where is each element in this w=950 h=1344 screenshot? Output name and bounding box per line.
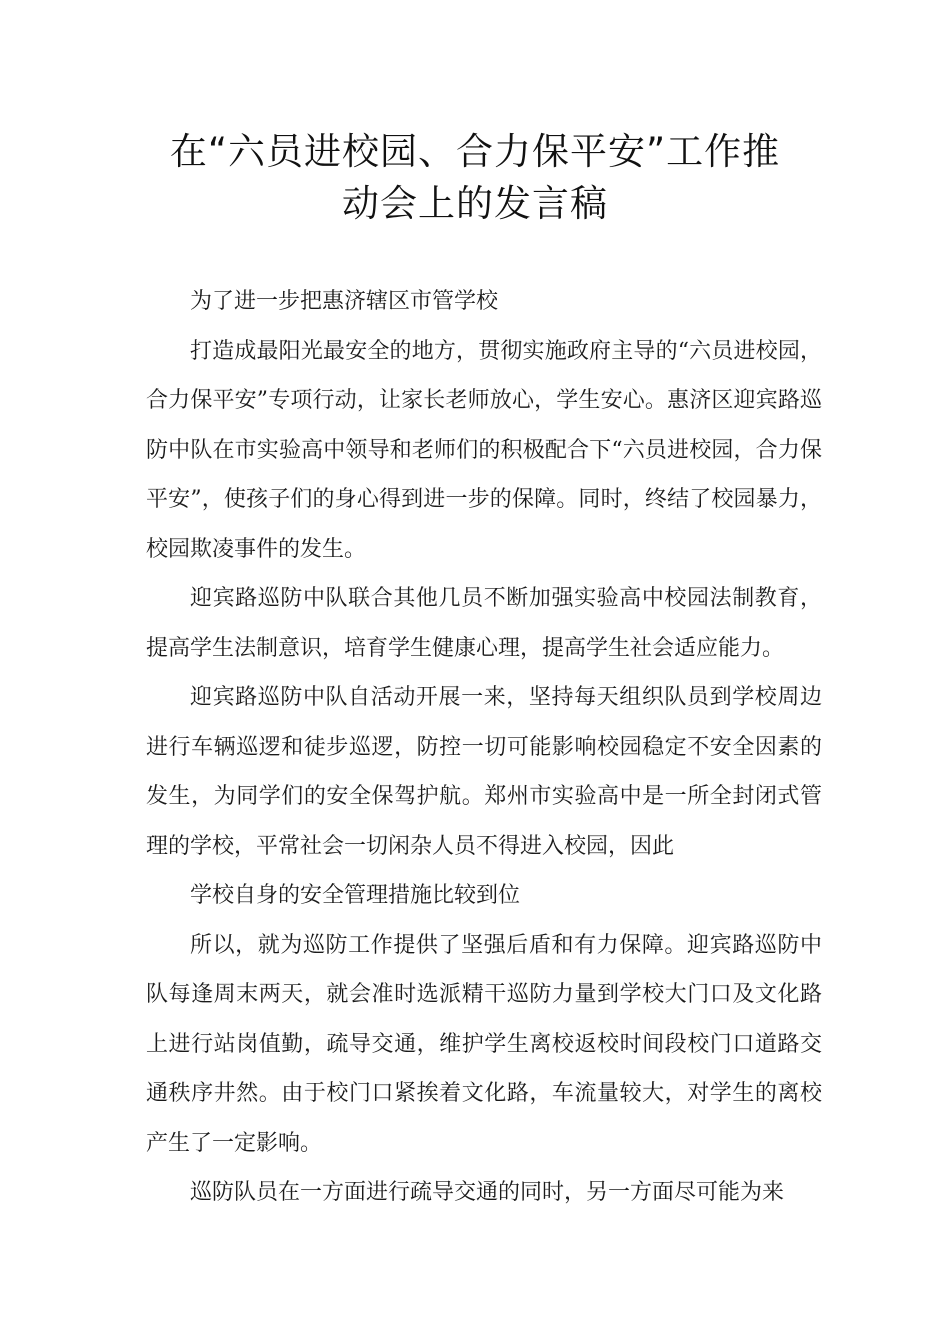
paragraph-3: 迎宾路巡防中队联合其他几员不断加强实验高中校园法制教育，提高学生法制意识，培育学生健康心理，提高学生社会适应能力。 — [146, 586, 822, 661]
paragraph-4: 迎宾路巡防中队自活动开展一来，坚持每天组织队员到学校周边进行车辆巡逻和徒步巡逻，防控一切可能影响校园稳定不安全因素的发生，为同学们的安全保驾护航。郑州市实验高中是一所全封闭式管理的学校，平常社会一切闲杂人员不得进入校园，因此 — [146, 685, 822, 859]
document-body — [146, 277, 822, 1218]
document-title — [100, 126, 850, 230]
paragraph-7: 巡防队员在一方面进行疏导交通的同时，另一方面尽可能为来 — [190, 1180, 785, 1205]
paragraph-5: 学校自身的安全管理措施比较到位 — [190, 883, 521, 908]
title-line-1: 在“六员进校园、合力保平安”工作推 — [169, 130, 781, 173]
paragraph-1: 为了进一步把惠济辖区市管学校 — [190, 289, 499, 314]
paragraph-2: 打造成最阳光最安全的地方，贯彻实施政府主导的“六员进校园，合力保平安”专项行动，让家长老师放心，学生安心。惠济区迎宾路巡防中队在市实验高中领导和老师们的积极配合下“六员进校园，合力保平安”，使孩子们的身心得到进一步的保障。同时，终结了校园暴力，校园欺凌事件的发生。 — [146, 338, 822, 562]
title-line-2: 动会上的发言稿 — [342, 182, 608, 225]
paragraph-6: 所以，就为巡防工作提供了坚强后盾和有力保障。迎宾路巡防中队每逢周末两天，就会准时选派精干巡防力量到学校大门口及文化路上进行站岗值勤，疏导交通，维护学生离校返校时间段校门口道路交通秩序井然。由于校门口紧挨着文化路，车流量较大，对学生的离校产生了一定影响。 — [146, 932, 822, 1156]
